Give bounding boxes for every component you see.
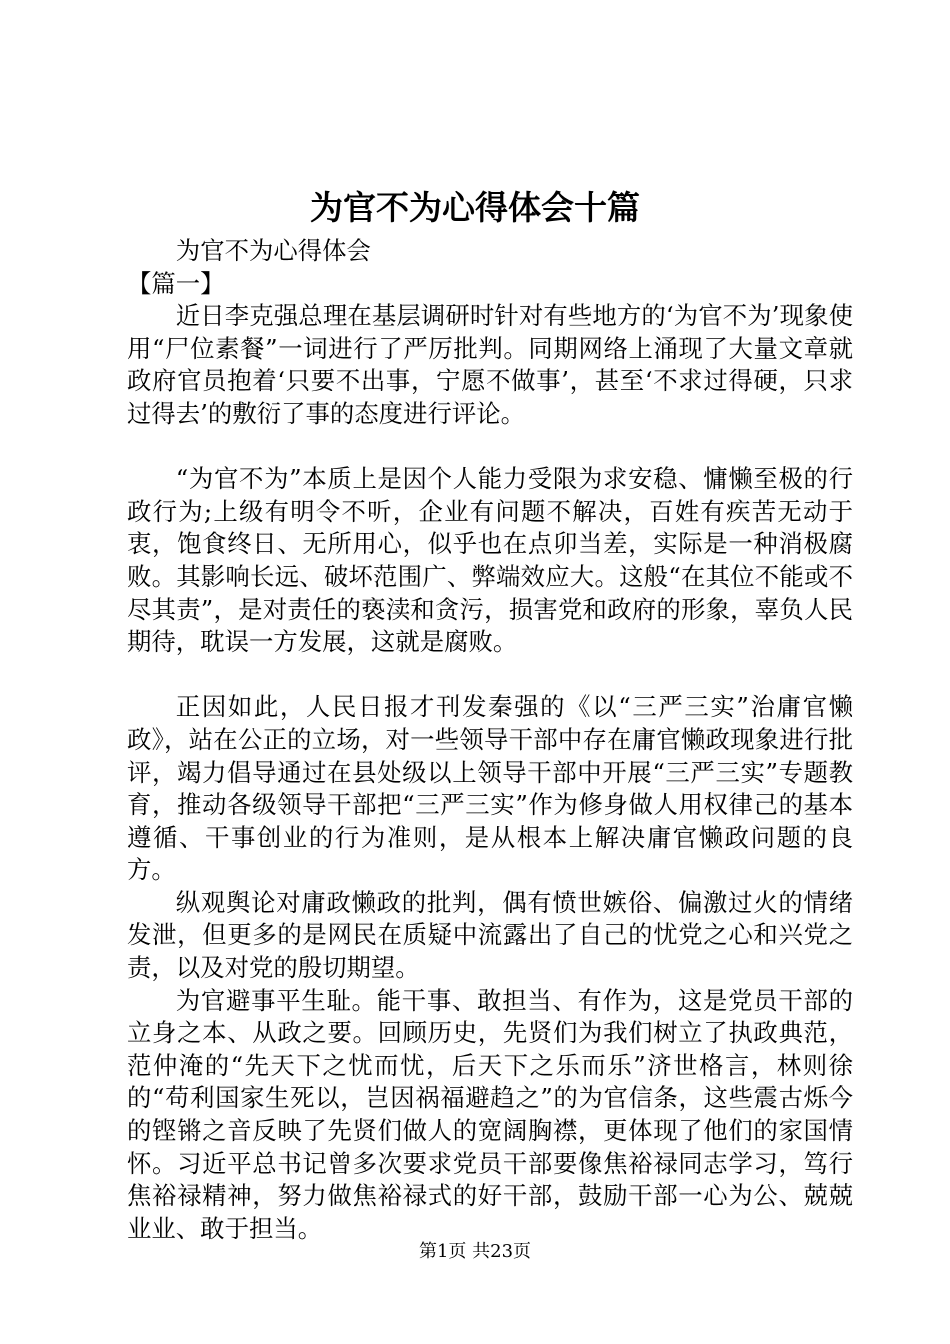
paragraph-3: 正因如此，人民日报才刊发秦强的《以“三严三实”治庸官懒政》，站在公正的立场，对一些领导干部中存在庸官懒政现象进行批评，竭力倡导通过在县处级以上领导干部中开展“三严三实”专题教育，推动各级领导干部把“三严三实”作为修身做人用权律己的基本遵循、干事创业的行为准则，是从根本上解决庸官懒政问题的良方。 [127, 692, 853, 885]
document-title: 为官不为心得体会十篇 [310, 188, 640, 227]
section-label: 【篇一】 [127, 268, 225, 298]
paragraph-4: 纵观舆论对庸政懒政的批判，偶有愤世嫉俗、偏激过火的情绪发泄，但更多的是网民在质疑中流露出了自己的忧党之心和兴党之责，以及对党的殷切期望。 [127, 887, 853, 983]
document-body [127, 235, 853, 1245]
paragraph-1: 近日李克强总理在基层调研时针对有些地方的‘为官不为’现象使用“尸位素餐”一词进行了严厉批判。同期网络上涌现了大量文章就政府官员抱着‘只要不出事，宁愿不做事’，甚至‘不求过得硬，只求过得去’的敷衍了事的态度进行评论。 [127, 301, 853, 428]
document-subtitle: 为官不为心得体会 [175, 236, 371, 265]
paragraph-2: “为官不为”本质上是因个人能力受限为求安稳、慵懒至极的行政行为;上级有明令不听，企业有问题不解决，百姓有疾苦无动于衷，饱食终日、无所用心，似乎也在点卯当差，实际是一种消极腐败。其影响长远、破坏范围广、弊端效应大。这般“在其位不能或不尽其责”，是对责任的亵渎和贪污，损害党和政府的形象，辜负人民期待，耽误一方发展，这就是腐败。 [127, 464, 853, 657]
paragraph-5: 为官避事平生耻。能干事、敢担当、有作为，这是党员干部的立身之本、从政之要。回顾历史，先贤们为我们树立了执政典范，范仲淹的“先天下之忧而忧，后天下之乐而乐”济世格言，林则徐的“苟利国家生死以，岂因祸福避趋之”的为官信条，这些震古烁今的铿锵之音反映了先贤们做人的宽阔胸襟，更体现了他们的家国情怀。习近平总书记曾多次要求党员干部要像焦裕禄同志学习，笃行焦裕禄精神，努力做焦裕禄式的好干部，鼓励干部一心为公、兢兢业业、敢于担当。 [127, 985, 853, 1243]
page-footer: 第1页 共23页 [418, 1241, 532, 1262]
